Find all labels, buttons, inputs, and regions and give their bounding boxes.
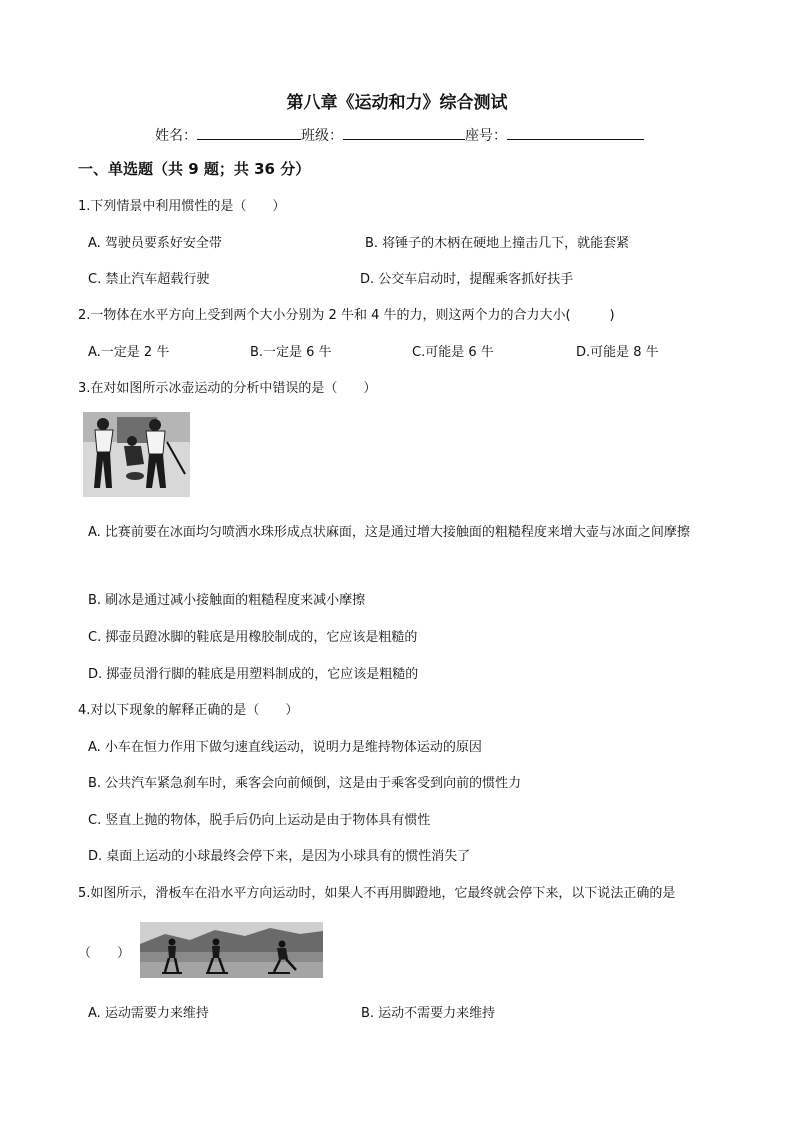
question-3-option-a: A. 比赛前要在冰面均匀喷洒水珠形成点状麻面，这是通过增大接触面的粗糙程度来增大壶与冰面之间摩擦	[88, 525, 690, 540]
page-title: 第八章《运动和力》综合测试	[286, 93, 508, 113]
question-1-option-d: D. 公交车启动时，提醒乘客抓好扶手	[360, 272, 574, 287]
question-4-option-b: B. 公共汽车紧急刹车时，乘客会向前倾倒，这是由于乘客受到向前的惯性力	[88, 776, 522, 791]
question-2-option-d: D.可能是 8 牛	[576, 345, 659, 360]
question-4-option-c: C. 竖直上抛的物体，脱手后仍向上运动是由于物体具有惯性	[88, 813, 431, 828]
seat-blank	[507, 125, 644, 140]
question-3-option-b: B. 刷冰是通过减小接触面的粗糙程度来减小摩擦	[88, 593, 366, 608]
question-5-stem: 5.如图所示，滑板车在沿水平方向运动时，如果人不再用脚蹬地，它最终就会停下来，以下说法正确的是	[78, 886, 676, 901]
question-4-stem: 4.对以下现象的解释正确的是（ ）	[78, 703, 299, 718]
question-5-option-a: A. 运动需要力来维持	[88, 1006, 209, 1021]
scooter-photo	[140, 922, 323, 978]
question-2-option-b: B.一定是 6 牛	[250, 345, 332, 360]
question-3-option-d: D. 掷壶员滑行脚的鞋底是用塑料制成的，它应该是粗糙的	[88, 667, 419, 682]
question-2-option-c: C.可能是 6 牛	[412, 345, 494, 360]
section-heading: 一、单选题（共 9 题；共 36 分）	[78, 160, 311, 178]
question-1-option-a: A. 驾驶员要系好安全带	[88, 236, 222, 251]
question-1-option-c: C. 禁止汽车超载行驶	[88, 272, 210, 287]
question-2-stem: 2.一物体在水平方向上受到两个大小分别为 2 牛和 4 牛的力，则这两个力的合力大小( )	[78, 308, 615, 323]
curling-photo	[83, 412, 190, 497]
seat-label: 座号：	[465, 128, 507, 144]
question-3-option-c: C. 掷壶员蹬冰脚的鞋底是用橡胶制成的，它应该是粗糙的	[88, 630, 418, 645]
class-label: 班级：	[301, 128, 343, 144]
name-blank	[197, 125, 301, 140]
question-2-option-a: A.一定是 2 牛	[88, 345, 170, 360]
name-label: 姓名：	[155, 128, 197, 144]
question-1-stem: 1.下列情景中利用惯性的是（ ）	[78, 199, 286, 214]
student-info-line	[155, 125, 644, 145]
question-5-paren: （ ）	[78, 946, 131, 961]
question-4-option-a: A. 小车在恒力作用下做匀速直线运动，说明力是维持物体运动的原因	[88, 740, 482, 755]
question-3-stem: 3.在对如图所示冰壶运动的分析中错误的是（ ）	[78, 381, 377, 396]
question-5-option-b: B. 运动不需要力来维持	[361, 1006, 496, 1021]
class-blank	[343, 125, 465, 140]
question-4-option-d: D. 桌面上运动的小球最终会停下来，是因为小球具有的惯性消失了	[88, 849, 471, 864]
question-1-option-b: B. 将锤子的木柄在硬地上撞击几下，就能套紧	[365, 236, 630, 251]
